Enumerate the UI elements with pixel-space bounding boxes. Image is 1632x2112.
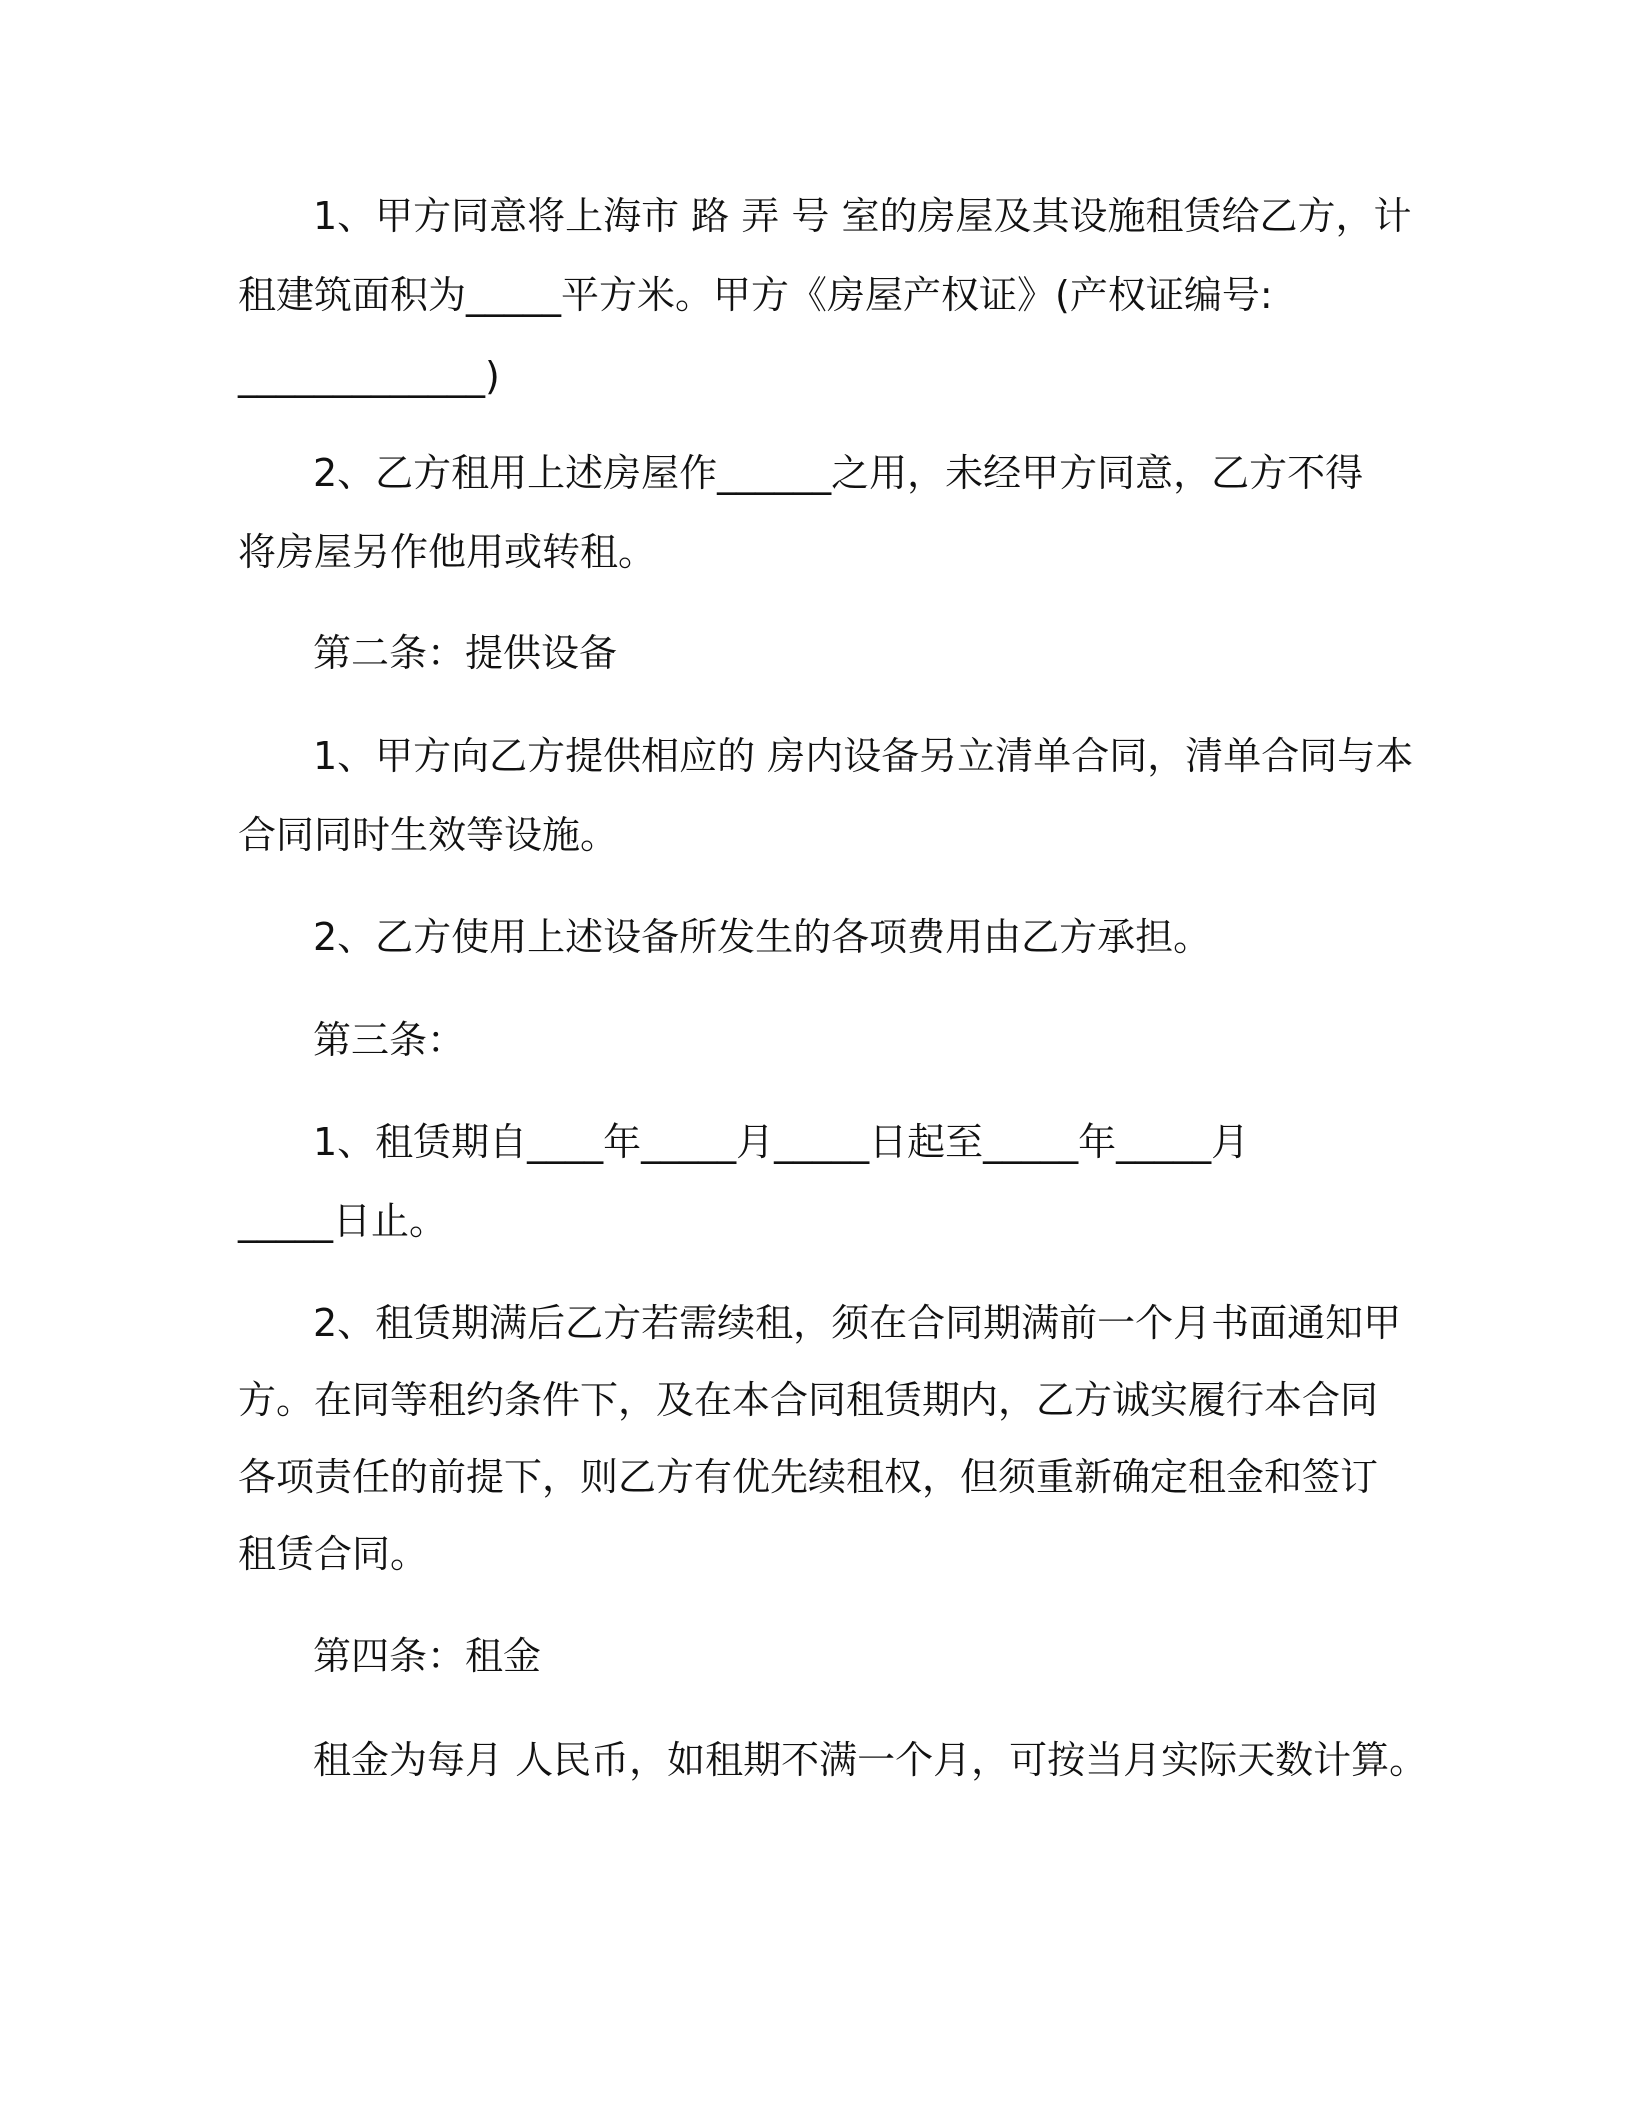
clause-3-1-line-2: _____日止。 [238,1199,448,1243]
clause-2-2: 2、乙方使用上述设备所发生的各项费用由乙方承担。 [313,915,1212,959]
clause-3-2-line-2: 方。在同等租约条件下，及在本合同租赁期内，乙方诚实履行本合同 [238,1378,1379,1422]
clause-1-2-line-1: 2、乙方租用上述房屋作______之用，未经甲方同意，乙方不得 [313,451,1364,495]
clause-1-1-line-2: 租建筑面积为_____平方米。甲方《房屋产权证》(产权证编号: [238,273,1273,317]
clause-3-2-line-3: 各项责任的前提下，则乙方有优先续租权，但须重新确定租金和签订 [238,1455,1379,1499]
clause-2-1-line-1: 1、甲方向乙方提供相应的 房内设备另立清单合同，清单合同与本 [313,734,1414,778]
clause-3-2-line-1: 2、租赁期满后乙方若需续租，须在合同期满前一个月书面通知甲 [313,1301,1402,1345]
clause-1-1-line-3: _____________) [238,354,500,398]
article-4-text: 租金为每月 人民币，如租期不满一个月，可按当月实际天数计算。 [313,1738,1428,1782]
clause-1-1-line-1: 1、甲方同意将上海市 路 弄 号 室的房屋及其设施租赁给乙方，计 [313,194,1412,238]
article-3-heading: 第三条： [313,1018,466,1062]
article-2-heading: 第二条：提供设备 [313,631,618,675]
clause-2-1-line-2: 合同同时生效等设施。 [238,813,619,857]
clause-3-2-line-4: 租赁合同。 [238,1532,429,1576]
clause-3-1-line-1: 1、租赁期自____年_____月_____日起至_____年_____月 [313,1120,1250,1164]
article-4-heading: 第四条：租金 [313,1634,542,1678]
clause-1-2-line-2: 将房屋另作他用或转租。 [238,530,657,574]
